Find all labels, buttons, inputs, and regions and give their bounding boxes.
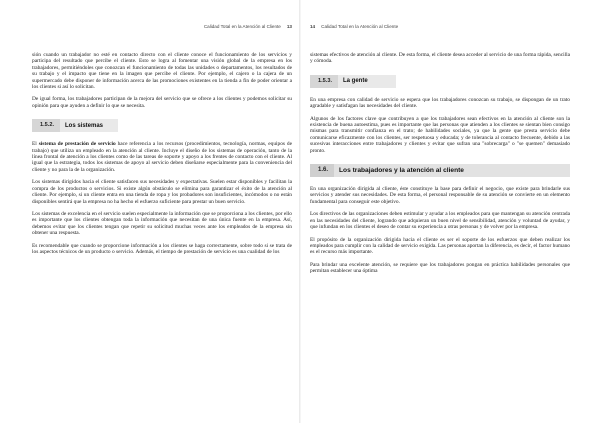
left-running-title: Calidad Total en la Atención al Cliente [203, 24, 281, 29]
left-paragraph-2: De igual forma, los trabajadores participan de la mejora del servicio que se ofrece a los clientes y podemos solicitar su opinión para que ayuden a definir lo que se necesita. [32, 96, 292, 109]
right-page-number: 14 [310, 24, 316, 29]
right-paragraph-6: El propósito de la organización dirigida hacia el cliente es ser el soporte de los esfuerzos que deben realizar los empleados para cumplir con la calidad de servicio exigida. Las personas aportan la diferencia, es decir, el factor humano es el recurso más importante. [310, 236, 570, 256]
section-heading-1-5-2 [32, 119, 118, 132]
left-paragraph-6: Es recomendable que cuando se proporcione información a los clientes se haga correctamente, sobre todo si se trata de los aspectos técnicos de un producto o servicio. Además, el tiempo de prestación de servicio es una cualidad de los [32, 242, 292, 255]
left-paragraph-5: Los sistemas de excelencia en el servicio suelen especialmente la información que se proporciona a los clientes, por ello es importante que los clientes obtengan toda la información que necesitan de una única fuente en la empresa. Así, debemos evitar que los clientes tengan que repetir su solicitud muchas veces ante los empleados de la empresa sin obtener una respuesta. [32, 210, 292, 237]
right-running-head [310, 24, 398, 29]
section-heading-1-6 [310, 164, 570, 177]
para-3-bold-term: sistema de prestación de servicio [38, 141, 116, 148]
section-heading-1-5-3 [310, 75, 396, 88]
right-paragraph-2: En una empresa con calidad de servicio se espera que los trabajadores conozcan su trabajo, se dispongan de un trato agradable y satisfagan las necesidades del cliente. [310, 96, 570, 110]
left-page [32, 0, 292, 423]
section-title: Los trabajadores y la atención al cliente [339, 167, 464, 175]
section-number: 1.5.3. [310, 75, 338, 88]
section-number: 1.6. [310, 164, 334, 177]
section-number: 1.5.2. [32, 119, 60, 132]
left-page-content [32, 52, 292, 261]
para-3-lead: El [32, 141, 39, 148]
right-page [310, 0, 570, 423]
left-paragraph-1: sión cuando un trabajador no esté en contacto directo con el cliente conoce el funcionamiento de los servicios y participa del resultado que percibe el cliente. Esto se logra al fomentar una visión global de la empresa en los trabajadores, permitiéndoles que conozcan el funcionamiento de todas las unidades o departamentos, los resultados de su trabajo y el impacto que tiene en la imagen que percibe el cliente. Por ejemplo, el cajero o la cajera de un supermercado debe disponer de información acerca de las promociones existentes en la tienda a fin de poder orientar a los clientes si así lo solicitan. [32, 52, 292, 91]
para-3-rest: hace referencia a los recursos (procedimientos, tecnología, normas, equipos de trabajo) que utiliza un empleado en la atención al cliente. Incluye el diseño de los sistemas de operación, tanto de la línea frontal de atención a los clientes como de las tareas de soporte y apoyo a los frentes de contacto con el cliente. Al igual que la estrategia, todos los sistemas de apoyo al servicio deben diseñarse especialmente para la conveniencia del cliente y no para la de la organización. [32, 141, 293, 173]
book-gutter [299, 0, 301, 423]
right-paragraph-1: sistemas efectivos de atención al cliente. De esta forma, el cliente desea acceder al servicio de una forma rápida, sencilla y cómoda. [310, 52, 570, 65]
right-page-content [310, 52, 570, 281]
right-paragraph-7: Para brindar una excelente atención, se requiere que los trabajadores pongan en práctica habilidades personales que permitan establecer una óptima [310, 261, 570, 275]
section-title: La gente [343, 78, 368, 85]
left-running-head [204, 24, 292, 29]
section-title: Los sistemas [65, 122, 104, 129]
left-paragraph-4: Los sistemas dirigidos hacia el cliente satisfacen sus necesidades y expectativas. Suelen estar disponibles y facilitan la compra de los productos o servicios. Si existe algún obstáculo se elimina para garantizar el éxito de la atención al cliente. Por ejemplo, si un cliente entra en una tienda de ropa y los probadores son insuficientes, incómodos o no están disponibles sentirá que la empresa no ha hecho el esfuerzo suficiente para prestar un buen servicio. [32, 179, 292, 205]
right-paragraph-5: Los directivos de las organizaciones deben estimular y ayudar a los empleados para que mantengan su atención centrada en las necesidades del cliente, logrando que adquieran un buen nivel de sensibilidad, atención y voluntad de ayudar, y que infundan en los clientes el deseo de contar su experiencia a otras personas y de volver por la empresa. [310, 211, 570, 231]
right-paragraph-4: En una organización dirigida al cliente, éste constituye la base para definir el negocio, que existe para brindarle sus servicios y atender sus necesidades. De esta forma, el personal responsable de su atención se convierte en un elemento fundamental para conseguir este objetivo. [310, 186, 570, 205]
left-paragraph-3 [32, 141, 292, 173]
left-page-number: 13 [286, 24, 292, 29]
right-paragraph-3: Algunos de los factores clave que contribuyen a que los trabajadores sean efectivos en la atención al cliente son la existencia de buena autoestima, pues es importante que las personas que atienden a los clientes se sientan bien consigo mismas para transmitir confianza en el trato; de habilidades sociales, ya que la gente que presta servicio debe comunicarse eficazmente con los clientes, ser respetuosa y educada; y de tolerancia al contacto frecuente, debido a las sucesivas interacciones entre trabajadores y clientes y evitar que sufran una "sobrecarga" o "se quemen" demasiado pronto. [310, 115, 570, 154]
right-running-title: Calidad Total en la Atención al Cliente [321, 24, 399, 29]
